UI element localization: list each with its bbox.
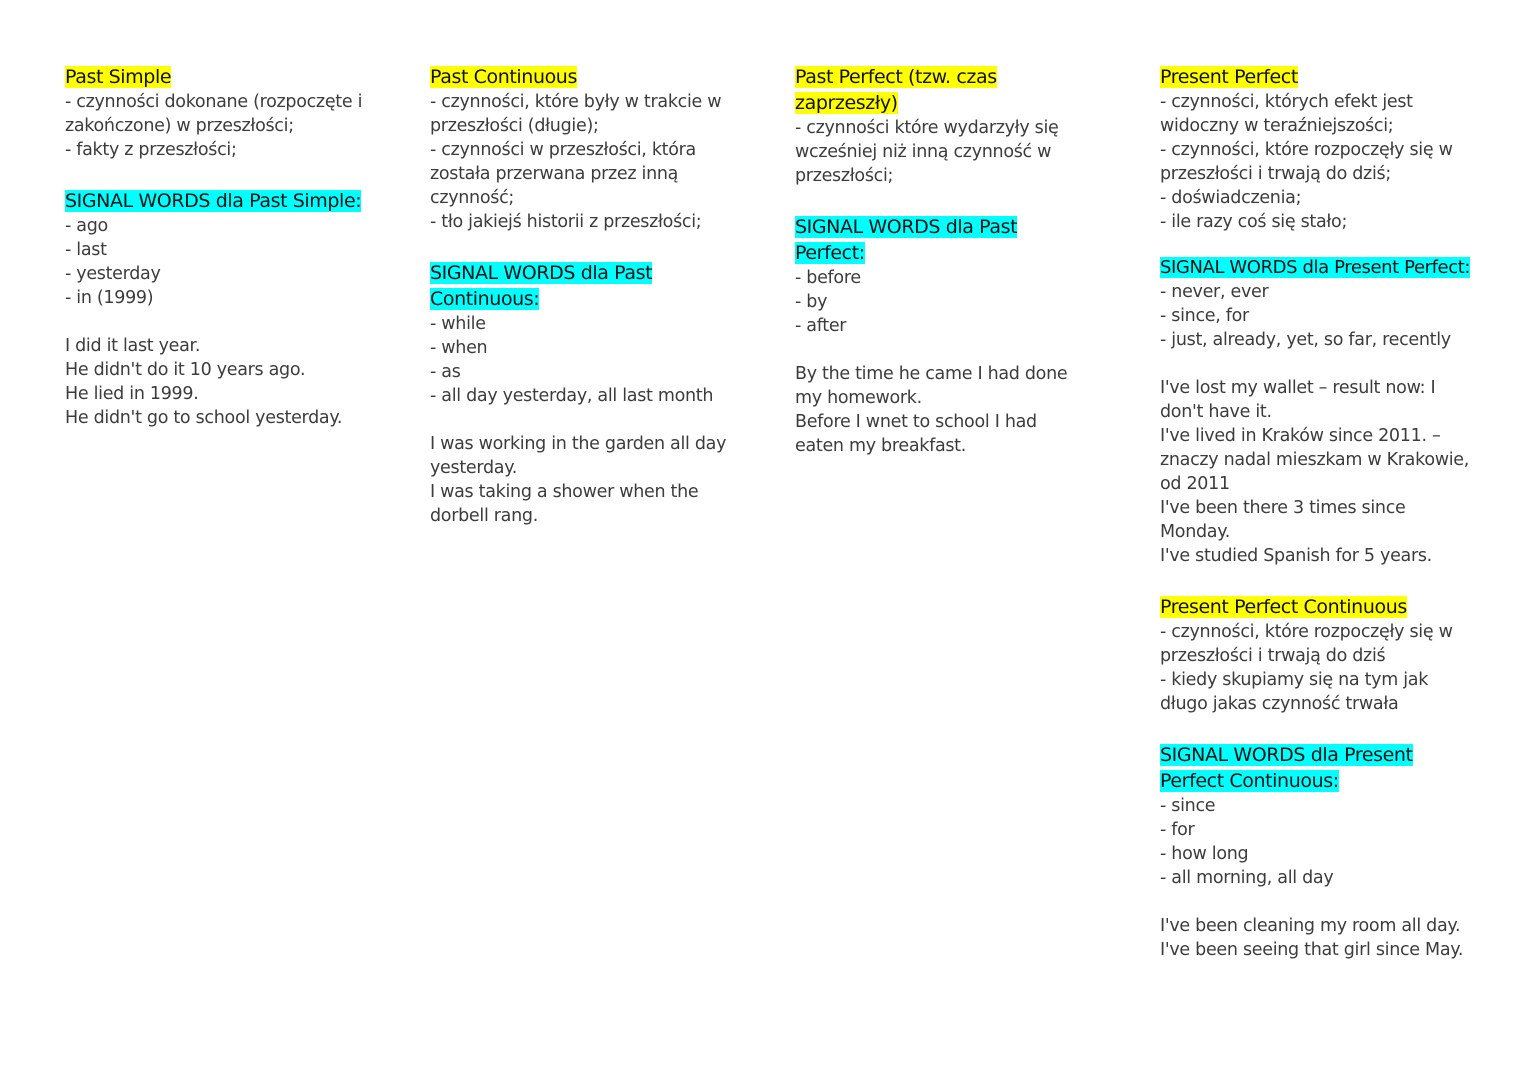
- spacer: [65, 310, 370, 334]
- heading-past-simple: [65, 64, 370, 90]
- heading-past-perfect: [795, 64, 1090, 116]
- example-sentence: I've been seeing that girl since May.: [1160, 940, 1464, 960]
- heading-text: Present Perfect: [1160, 66, 1298, 88]
- signal-word: - last: [65, 240, 107, 260]
- use-line: - czynności w przeszłości, która została przerwana przez inną czynność;: [430, 140, 696, 208]
- signal-heading-text: SIGNAL WORDS dla Past Simple:: [65, 190, 362, 212]
- heading-text: Past Continuous: [430, 66, 577, 88]
- use-line: - czynności, które rozpoczęły się w przeszłości i trwają do dziś: [1160, 622, 1453, 666]
- example-sentence: I was taking a shower when the dorbell rang.: [430, 482, 699, 526]
- use-line: - doświadczenia;: [1160, 188, 1302, 208]
- signal-word: - as: [430, 362, 461, 382]
- signal-word: - since: [1160, 796, 1216, 816]
- example-sentence: He lied in 1999.: [65, 384, 199, 404]
- example-sentence: I was working in the garden all day yesterday.: [430, 434, 727, 478]
- spacer: [1160, 716, 1480, 742]
- spacer: [795, 338, 1090, 362]
- example-sentence: By the time he came I had done my homework.: [795, 364, 1068, 408]
- signal-word: - when: [430, 338, 488, 358]
- column-past-continuous: [430, 64, 740, 528]
- example-sentence: I've lost my wallet – result now: I don't have it.: [1160, 378, 1436, 422]
- heading-present-perfect-continuous: [1160, 594, 1480, 620]
- use-line: - czynności które wydarzyły się wcześniej niż inną czynność w przeszłości;: [795, 118, 1059, 186]
- signal-word: - by: [795, 292, 828, 312]
- column-past-perfect: [795, 64, 1090, 458]
- example-sentence: I've been cleaning my room all day.: [1160, 916, 1461, 936]
- use-line: - czynności, które były w trakcie w przeszłości (długie);: [430, 92, 722, 136]
- signal-word: - yesterday: [65, 264, 161, 284]
- use-line: - fakty z przeszłości;: [65, 140, 237, 160]
- example-sentence: I've studied Spanish for 5 years.: [1160, 546, 1432, 566]
- heading-text: Present Perfect Continuous: [1160, 596, 1407, 618]
- signal-word: - in (1999): [65, 288, 154, 308]
- signal-heading-text: SIGNAL WORDS dla Present Perfect:: [1160, 257, 1471, 278]
- column-past-simple: [65, 64, 370, 430]
- heading-present-perfect: [1160, 64, 1480, 90]
- example-sentence: He didn't go to school yesterday.: [65, 408, 343, 428]
- use-line: - ile razy coś się stało;: [1160, 212, 1348, 232]
- use-line: - czynności dokonane (rozpoczęte i zakończone) w przeszłości;: [65, 92, 363, 136]
- signal-word: - for: [1160, 820, 1195, 840]
- heading-text: Past Simple: [65, 66, 172, 88]
- use-line: - czynności, które rozpoczęły się w przeszłości i trwają do dziś;: [1160, 140, 1453, 184]
- spacer: [430, 234, 740, 260]
- signal-heading-past-continuous: [430, 260, 740, 312]
- signal-word: - while: [430, 314, 486, 334]
- signal-heading-text: SIGNAL WORDS dla Past Perfect:: [795, 216, 1018, 264]
- use-line: - kiedy skupiamy się na tym jak długo jakas czynność trwała: [1160, 670, 1429, 714]
- spacer: [795, 188, 1090, 214]
- signal-word: - just, already, yet, so far, recently: [1160, 330, 1451, 350]
- signal-word: - never, ever: [1160, 282, 1269, 302]
- signal-word: - since, for: [1160, 306, 1249, 326]
- spacer: [1160, 568, 1480, 594]
- signal-heading-past-perfect: [795, 214, 1090, 266]
- heading-past-continuous: [430, 64, 740, 90]
- example-sentence: I've been there 3 times since Monday.: [1160, 498, 1406, 542]
- spacer: [1160, 352, 1480, 376]
- signal-heading-past-simple: [65, 188, 370, 214]
- use-line: - czynności, których efekt jest widoczny w teraźniejszości;: [1160, 92, 1413, 136]
- use-line: - tło jakiejś historii z przeszłości;: [430, 212, 702, 232]
- spacer: [1160, 890, 1480, 914]
- spacer: [1160, 234, 1480, 256]
- example-sentence: He didn't do it 10 years ago.: [65, 360, 306, 380]
- signal-word: - after: [795, 316, 847, 336]
- spacer: [65, 162, 370, 188]
- signal-word: - before: [795, 268, 861, 288]
- signal-heading-text: SIGNAL WORDS dla Present Perfect Continuous:: [1160, 744, 1413, 792]
- example-sentence: I've lived in Kraków since 2011. – znaczy nadal mieszkam w Krakowie, od 2011: [1160, 426, 1470, 494]
- example-sentence: Before I wnet to school I had eaten my breakfast.: [795, 412, 1037, 456]
- signal-heading-present-perfect: [1160, 256, 1480, 280]
- column-present-perfect: [1160, 64, 1480, 962]
- signal-word: - all morning, all day: [1160, 868, 1334, 888]
- signal-heading-present-perfect-continuous: [1160, 742, 1480, 794]
- signal-heading-text: SIGNAL WORDS dla Past Continuous:: [430, 262, 653, 310]
- signal-word: - how long: [1160, 844, 1249, 864]
- signal-word: - all day yesterday, all last month: [430, 386, 714, 406]
- example-sentence: I did it last year.: [65, 336, 201, 356]
- spacer: [430, 408, 740, 432]
- heading-text: Past Perfect (tzw. czas zaprzeszły): [795, 66, 997, 114]
- signal-word: - ago: [65, 216, 108, 236]
